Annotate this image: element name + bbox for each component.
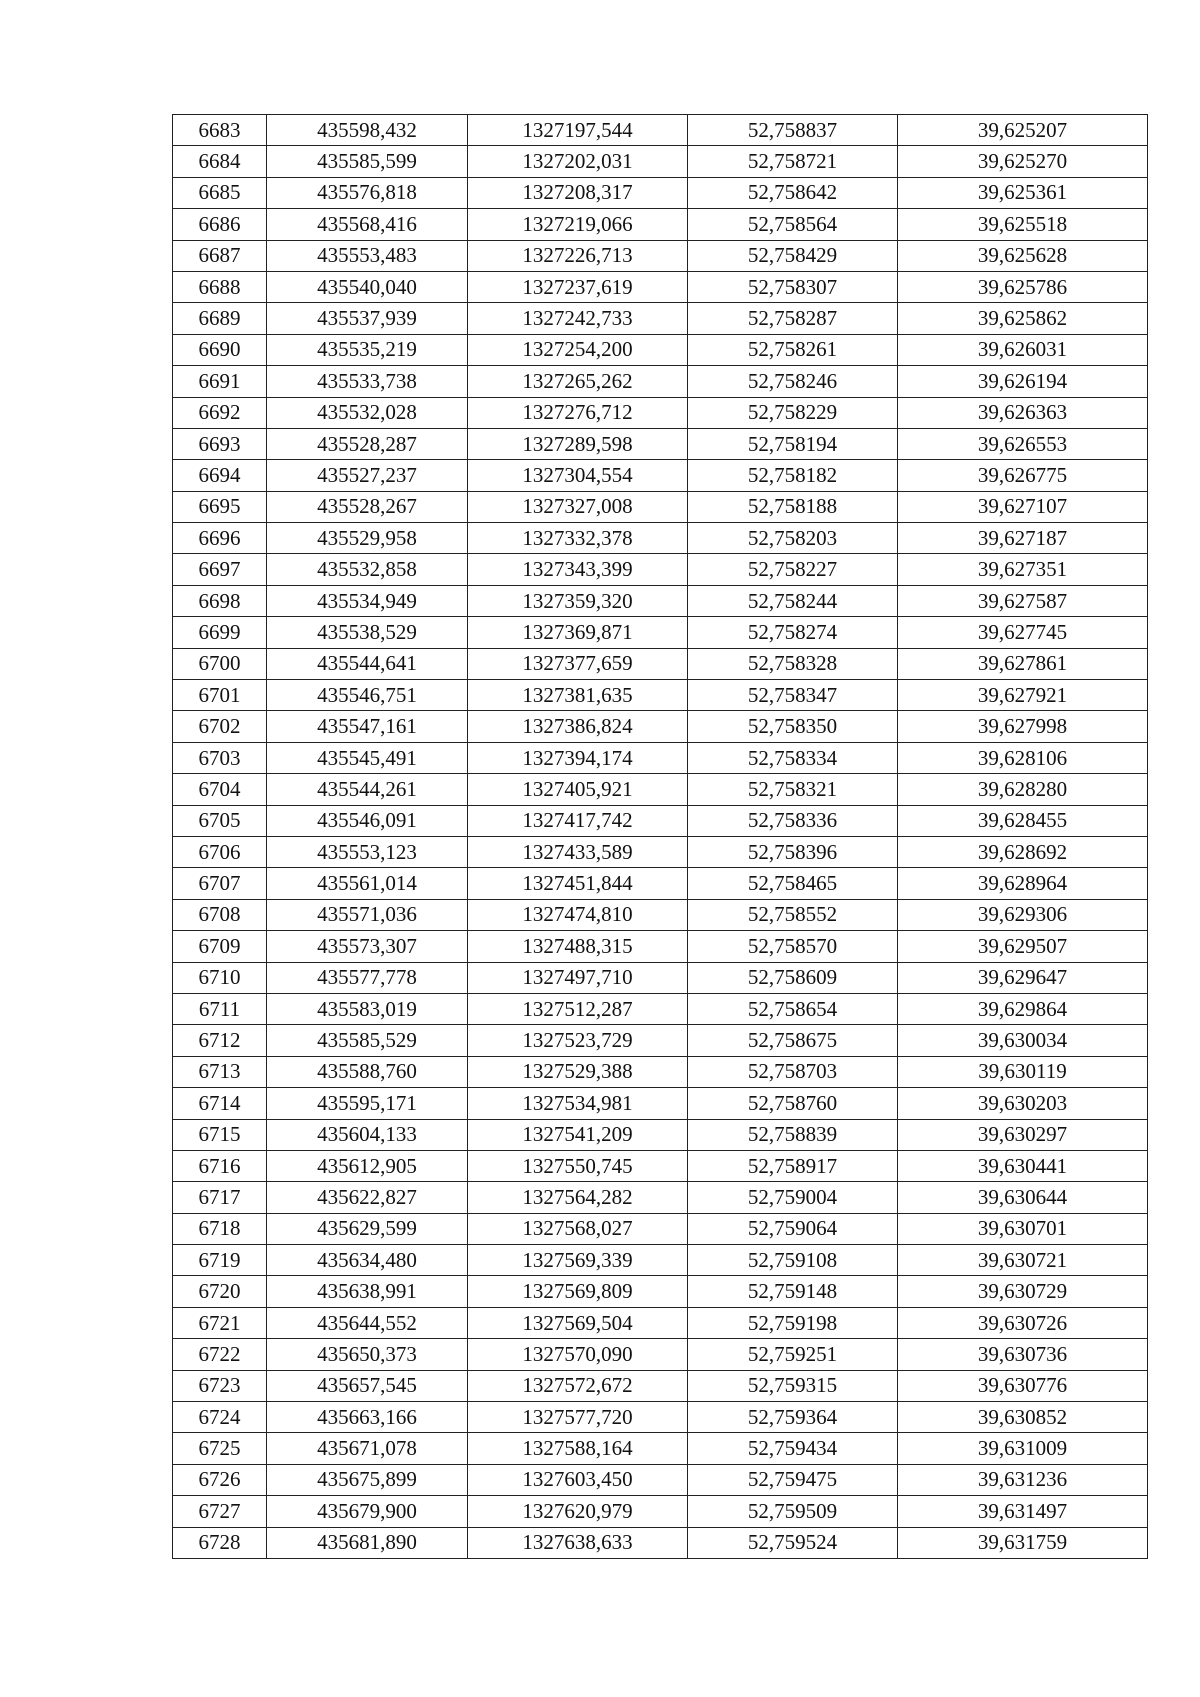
point-number-cell: 6686 [173, 209, 267, 240]
table-row [173, 1276, 1148, 1307]
y-coordinate-cell: 1327569,339 [468, 1245, 688, 1276]
point-number-cell: 6710 [173, 962, 267, 993]
point-number-cell: 6726 [173, 1464, 267, 1495]
x-coordinate-cell: 435561,014 [267, 868, 468, 899]
table-row [173, 1433, 1148, 1464]
y-coordinate-cell: 1327569,504 [468, 1307, 688, 1338]
x-coordinate-cell: 435540,040 [267, 271, 468, 302]
latitude-cell: 52,758334 [688, 742, 898, 773]
longitude-cell: 39,631497 [898, 1496, 1148, 1527]
latitude-cell: 52,758328 [688, 648, 898, 679]
point-number-cell: 6714 [173, 1088, 267, 1119]
x-coordinate-cell: 435546,091 [267, 805, 468, 836]
x-coordinate-cell: 435583,019 [267, 993, 468, 1024]
table-row [173, 115, 1148, 146]
point-number-cell: 6705 [173, 805, 267, 836]
x-coordinate-cell: 435595,171 [267, 1088, 468, 1119]
table-row [173, 491, 1148, 522]
x-coordinate-cell: 435545,491 [267, 742, 468, 773]
longitude-cell: 39,627998 [898, 711, 1148, 742]
longitude-cell: 39,627107 [898, 491, 1148, 522]
latitude-cell: 52,758188 [688, 491, 898, 522]
table-row [173, 460, 1148, 491]
longitude-cell: 39,625361 [898, 177, 1148, 208]
latitude-cell: 52,758321 [688, 774, 898, 805]
table-row [173, 1245, 1148, 1276]
point-number-cell: 6713 [173, 1056, 267, 1087]
x-coordinate-cell: 435529,958 [267, 523, 468, 554]
table-row [173, 617, 1148, 648]
longitude-cell: 39,630776 [898, 1370, 1148, 1401]
latitude-cell: 52,758274 [688, 617, 898, 648]
x-coordinate-cell: 435568,416 [267, 209, 468, 240]
latitude-cell: 52,758703 [688, 1056, 898, 1087]
x-coordinate-cell: 435544,641 [267, 648, 468, 679]
y-coordinate-cell: 1327377,659 [468, 648, 688, 679]
x-coordinate-cell: 435546,751 [267, 680, 468, 711]
latitude-cell: 52,758336 [688, 805, 898, 836]
point-number-cell: 6724 [173, 1402, 267, 1433]
longitude-cell: 39,630726 [898, 1307, 1148, 1338]
x-coordinate-cell: 435679,900 [267, 1496, 468, 1527]
y-coordinate-cell: 1327572,672 [468, 1370, 688, 1401]
point-number-cell: 6694 [173, 460, 267, 491]
table-row [173, 585, 1148, 616]
table-row [173, 177, 1148, 208]
point-number-cell: 6698 [173, 585, 267, 616]
longitude-cell: 39,628964 [898, 868, 1148, 899]
longitude-cell: 39,625518 [898, 209, 1148, 240]
y-coordinate-cell: 1327197,544 [468, 115, 688, 146]
point-number-cell: 6701 [173, 680, 267, 711]
y-coordinate-cell: 1327304,554 [468, 460, 688, 491]
y-coordinate-cell: 1327265,262 [468, 366, 688, 397]
table-row [173, 428, 1148, 459]
table-row [173, 271, 1148, 302]
coordinates-table-body [173, 115, 1148, 1559]
table-row [173, 680, 1148, 711]
y-coordinate-cell: 1327343,399 [468, 554, 688, 585]
table-row [173, 209, 1148, 240]
latitude-cell: 52,758675 [688, 1025, 898, 1056]
table-row [173, 868, 1148, 899]
table-row [173, 523, 1148, 554]
latitude-cell: 52,759148 [688, 1276, 898, 1307]
longitude-cell: 39,626363 [898, 397, 1148, 428]
latitude-cell: 52,758194 [688, 428, 898, 459]
x-coordinate-cell: 435629,599 [267, 1213, 468, 1244]
x-coordinate-cell: 435537,939 [267, 303, 468, 334]
longitude-cell: 39,630297 [898, 1119, 1148, 1150]
latitude-cell: 52,758246 [688, 366, 898, 397]
y-coordinate-cell: 1327568,027 [468, 1213, 688, 1244]
point-number-cell: 6709 [173, 931, 267, 962]
latitude-cell: 52,758350 [688, 711, 898, 742]
table-row [173, 993, 1148, 1024]
longitude-cell: 39,627861 [898, 648, 1148, 679]
y-coordinate-cell: 1327569,809 [468, 1276, 688, 1307]
latitude-cell: 52,758287 [688, 303, 898, 334]
longitude-cell: 39,627587 [898, 585, 1148, 616]
y-coordinate-cell: 1327208,317 [468, 177, 688, 208]
point-number-cell: 6700 [173, 648, 267, 679]
y-coordinate-cell: 1327620,979 [468, 1496, 688, 1527]
x-coordinate-cell: 435538,529 [267, 617, 468, 648]
latitude-cell: 52,758307 [688, 271, 898, 302]
point-number-cell: 6721 [173, 1307, 267, 1338]
x-coordinate-cell: 435544,261 [267, 774, 468, 805]
x-coordinate-cell: 435532,028 [267, 397, 468, 428]
latitude-cell: 52,758552 [688, 899, 898, 930]
point-number-cell: 6692 [173, 397, 267, 428]
x-coordinate-cell: 435576,818 [267, 177, 468, 208]
point-number-cell: 6725 [173, 1433, 267, 1464]
x-coordinate-cell: 435681,890 [267, 1527, 468, 1558]
latitude-cell: 52,758564 [688, 209, 898, 240]
point-number-cell: 6688 [173, 271, 267, 302]
x-coordinate-cell: 435528,267 [267, 491, 468, 522]
table-row [173, 1527, 1148, 1558]
longitude-cell: 39,630119 [898, 1056, 1148, 1087]
point-number-cell: 6695 [173, 491, 267, 522]
point-number-cell: 6703 [173, 742, 267, 773]
y-coordinate-cell: 1327226,713 [468, 240, 688, 271]
y-coordinate-cell: 1327219,066 [468, 209, 688, 240]
x-coordinate-cell: 435622,827 [267, 1182, 468, 1213]
table-row [173, 303, 1148, 334]
table-row [173, 836, 1148, 867]
point-number-cell: 6720 [173, 1276, 267, 1307]
x-coordinate-cell: 435663,166 [267, 1402, 468, 1433]
longitude-cell: 39,630644 [898, 1182, 1148, 1213]
table-row [173, 805, 1148, 836]
point-number-cell: 6715 [173, 1119, 267, 1150]
latitude-cell: 52,758347 [688, 680, 898, 711]
latitude-cell: 52,758839 [688, 1119, 898, 1150]
y-coordinate-cell: 1327289,598 [468, 428, 688, 459]
point-number-cell: 6699 [173, 617, 267, 648]
y-coordinate-cell: 1327512,287 [468, 993, 688, 1024]
latitude-cell: 52,758227 [688, 554, 898, 585]
table-row [173, 397, 1148, 428]
y-coordinate-cell: 1327332,378 [468, 523, 688, 554]
x-coordinate-cell: 435553,483 [267, 240, 468, 271]
latitude-cell: 52,759064 [688, 1213, 898, 1244]
longitude-cell: 39,630736 [898, 1339, 1148, 1370]
longitude-cell: 39,625628 [898, 240, 1148, 271]
point-number-cell: 6727 [173, 1496, 267, 1527]
y-coordinate-cell: 1327603,450 [468, 1464, 688, 1495]
latitude-cell: 52,759434 [688, 1433, 898, 1464]
latitude-cell: 52,759315 [688, 1370, 898, 1401]
x-coordinate-cell: 435535,219 [267, 334, 468, 365]
latitude-cell: 52,758244 [688, 585, 898, 616]
longitude-cell: 39,627921 [898, 680, 1148, 711]
y-coordinate-cell: 1327369,871 [468, 617, 688, 648]
longitude-cell: 39,630701 [898, 1213, 1148, 1244]
y-coordinate-cell: 1327327,008 [468, 491, 688, 522]
longitude-cell: 39,628280 [898, 774, 1148, 805]
x-coordinate-cell: 435588,760 [267, 1056, 468, 1087]
x-coordinate-cell: 435604,133 [267, 1119, 468, 1150]
longitude-cell: 39,628692 [898, 836, 1148, 867]
x-coordinate-cell: 435671,078 [267, 1433, 468, 1464]
point-number-cell: 6706 [173, 836, 267, 867]
latitude-cell: 52,758429 [688, 240, 898, 271]
y-coordinate-cell: 1327276,712 [468, 397, 688, 428]
table-row [173, 1307, 1148, 1338]
point-number-cell: 6704 [173, 774, 267, 805]
latitude-cell: 52,758570 [688, 931, 898, 962]
y-coordinate-cell: 1327638,633 [468, 1527, 688, 1558]
table-row [173, 554, 1148, 585]
table-row [173, 742, 1148, 773]
longitude-cell: 39,625207 [898, 115, 1148, 146]
longitude-cell: 39,626775 [898, 460, 1148, 491]
table-row [173, 931, 1148, 962]
point-number-cell: 6707 [173, 868, 267, 899]
point-number-cell: 6689 [173, 303, 267, 334]
x-coordinate-cell: 435573,307 [267, 931, 468, 962]
table-row [173, 1464, 1148, 1495]
latitude-cell: 52,758837 [688, 115, 898, 146]
table-row [173, 1088, 1148, 1119]
longitude-cell: 39,630034 [898, 1025, 1148, 1056]
latitude-cell: 52,758182 [688, 460, 898, 491]
point-number-cell: 6718 [173, 1213, 267, 1244]
x-coordinate-cell: 435585,529 [267, 1025, 468, 1056]
latitude-cell: 52,759524 [688, 1527, 898, 1558]
longitude-cell: 39,631759 [898, 1527, 1148, 1558]
latitude-cell: 52,758229 [688, 397, 898, 428]
x-coordinate-cell: 435528,287 [267, 428, 468, 459]
point-number-cell: 6719 [173, 1245, 267, 1276]
longitude-cell: 39,627351 [898, 554, 1148, 585]
latitude-cell: 52,759364 [688, 1402, 898, 1433]
point-number-cell: 6693 [173, 428, 267, 459]
x-coordinate-cell: 435644,552 [267, 1307, 468, 1338]
latitude-cell: 52,759004 [688, 1182, 898, 1213]
longitude-cell: 39,630203 [898, 1088, 1148, 1119]
table-row [173, 899, 1148, 930]
y-coordinate-cell: 1327451,844 [468, 868, 688, 899]
latitude-cell: 52,759198 [688, 1307, 898, 1338]
y-coordinate-cell: 1327242,733 [468, 303, 688, 334]
y-coordinate-cell: 1327497,710 [468, 962, 688, 993]
y-coordinate-cell: 1327254,200 [468, 334, 688, 365]
point-number-cell: 6702 [173, 711, 267, 742]
x-coordinate-cell: 435598,432 [267, 115, 468, 146]
latitude-cell: 52,759475 [688, 1464, 898, 1495]
longitude-cell: 39,629507 [898, 931, 1148, 962]
table-row [173, 711, 1148, 742]
longitude-cell: 39,630729 [898, 1276, 1148, 1307]
longitude-cell: 39,627745 [898, 617, 1148, 648]
x-coordinate-cell: 435553,123 [267, 836, 468, 867]
y-coordinate-cell: 1327588,164 [468, 1433, 688, 1464]
latitude-cell: 52,758396 [688, 836, 898, 867]
coordinates-table [172, 114, 1148, 1559]
table-row [173, 1370, 1148, 1401]
y-coordinate-cell: 1327529,388 [468, 1056, 688, 1087]
point-number-cell: 6728 [173, 1527, 267, 1558]
longitude-cell: 39,631236 [898, 1464, 1148, 1495]
y-coordinate-cell: 1327488,315 [468, 931, 688, 962]
table-row [173, 962, 1148, 993]
longitude-cell: 39,626194 [898, 366, 1148, 397]
latitude-cell: 52,758609 [688, 962, 898, 993]
latitude-cell: 52,758654 [688, 993, 898, 1024]
y-coordinate-cell: 1327417,742 [468, 805, 688, 836]
longitude-cell: 39,626031 [898, 334, 1148, 365]
x-coordinate-cell: 435650,373 [267, 1339, 468, 1370]
table-row [173, 1496, 1148, 1527]
point-number-cell: 6690 [173, 334, 267, 365]
x-coordinate-cell: 435675,899 [267, 1464, 468, 1495]
longitude-cell: 39,630721 [898, 1245, 1148, 1276]
y-coordinate-cell: 1327394,174 [468, 742, 688, 773]
table-row [173, 240, 1148, 271]
y-coordinate-cell: 1327359,320 [468, 585, 688, 616]
y-coordinate-cell: 1327570,090 [468, 1339, 688, 1370]
table-row [173, 1056, 1148, 1087]
table-row [173, 1182, 1148, 1213]
x-coordinate-cell: 435585,599 [267, 146, 468, 177]
y-coordinate-cell: 1327474,810 [468, 899, 688, 930]
table-row [173, 334, 1148, 365]
point-number-cell: 6711 [173, 993, 267, 1024]
latitude-cell: 52,758721 [688, 146, 898, 177]
point-number-cell: 6685 [173, 177, 267, 208]
point-number-cell: 6722 [173, 1339, 267, 1370]
y-coordinate-cell: 1327237,619 [468, 271, 688, 302]
y-coordinate-cell: 1327386,824 [468, 711, 688, 742]
latitude-cell: 52,759108 [688, 1245, 898, 1276]
latitude-cell: 52,758917 [688, 1150, 898, 1181]
table-row [173, 774, 1148, 805]
y-coordinate-cell: 1327381,635 [468, 680, 688, 711]
latitude-cell: 52,758261 [688, 334, 898, 365]
longitude-cell: 39,628106 [898, 742, 1148, 773]
longitude-cell: 39,625270 [898, 146, 1148, 177]
x-coordinate-cell: 435657,545 [267, 1370, 468, 1401]
latitude-cell: 52,758642 [688, 177, 898, 208]
x-coordinate-cell: 435612,905 [267, 1150, 468, 1181]
point-number-cell: 6687 [173, 240, 267, 271]
longitude-cell: 39,631009 [898, 1433, 1148, 1464]
longitude-cell: 39,625786 [898, 271, 1148, 302]
point-number-cell: 6712 [173, 1025, 267, 1056]
point-number-cell: 6716 [173, 1150, 267, 1181]
y-coordinate-cell: 1327405,921 [468, 774, 688, 805]
point-number-cell: 6684 [173, 146, 267, 177]
longitude-cell: 39,628455 [898, 805, 1148, 836]
table-row [173, 1339, 1148, 1370]
y-coordinate-cell: 1327541,209 [468, 1119, 688, 1150]
x-coordinate-cell: 435571,036 [267, 899, 468, 930]
point-number-cell: 6697 [173, 554, 267, 585]
table-row [173, 366, 1148, 397]
point-number-cell: 6717 [173, 1182, 267, 1213]
table-row [173, 1119, 1148, 1150]
y-coordinate-cell: 1327534,981 [468, 1088, 688, 1119]
y-coordinate-cell: 1327202,031 [468, 146, 688, 177]
latitude-cell: 52,758760 [688, 1088, 898, 1119]
longitude-cell: 39,630852 [898, 1402, 1148, 1433]
point-number-cell: 6708 [173, 899, 267, 930]
table-row [173, 648, 1148, 679]
latitude-cell: 52,758465 [688, 868, 898, 899]
longitude-cell: 39,629864 [898, 993, 1148, 1024]
table-row [173, 146, 1148, 177]
y-coordinate-cell: 1327577,720 [468, 1402, 688, 1433]
point-number-cell: 6691 [173, 366, 267, 397]
y-coordinate-cell: 1327523,729 [468, 1025, 688, 1056]
longitude-cell: 39,629306 [898, 899, 1148, 930]
x-coordinate-cell: 435547,161 [267, 711, 468, 742]
y-coordinate-cell: 1327550,745 [468, 1150, 688, 1181]
x-coordinate-cell: 435577,778 [267, 962, 468, 993]
table-row [173, 1402, 1148, 1433]
longitude-cell: 39,629647 [898, 962, 1148, 993]
x-coordinate-cell: 435638,991 [267, 1276, 468, 1307]
latitude-cell: 52,759509 [688, 1496, 898, 1527]
longitude-cell: 39,625862 [898, 303, 1148, 334]
y-coordinate-cell: 1327564,282 [468, 1182, 688, 1213]
point-number-cell: 6723 [173, 1370, 267, 1401]
longitude-cell: 39,627187 [898, 523, 1148, 554]
longitude-cell: 39,630441 [898, 1150, 1148, 1181]
x-coordinate-cell: 435532,858 [267, 554, 468, 585]
latitude-cell: 52,758203 [688, 523, 898, 554]
longitude-cell: 39,626553 [898, 428, 1148, 459]
table-row [173, 1025, 1148, 1056]
table-row [173, 1213, 1148, 1244]
x-coordinate-cell: 435533,738 [267, 366, 468, 397]
x-coordinate-cell: 435527,237 [267, 460, 468, 491]
x-coordinate-cell: 435634,480 [267, 1245, 468, 1276]
table-row [173, 1150, 1148, 1181]
latitude-cell: 52,759251 [688, 1339, 898, 1370]
y-coordinate-cell: 1327433,589 [468, 836, 688, 867]
point-number-cell: 6696 [173, 523, 267, 554]
x-coordinate-cell: 435534,949 [267, 585, 468, 616]
point-number-cell: 6683 [173, 115, 267, 146]
